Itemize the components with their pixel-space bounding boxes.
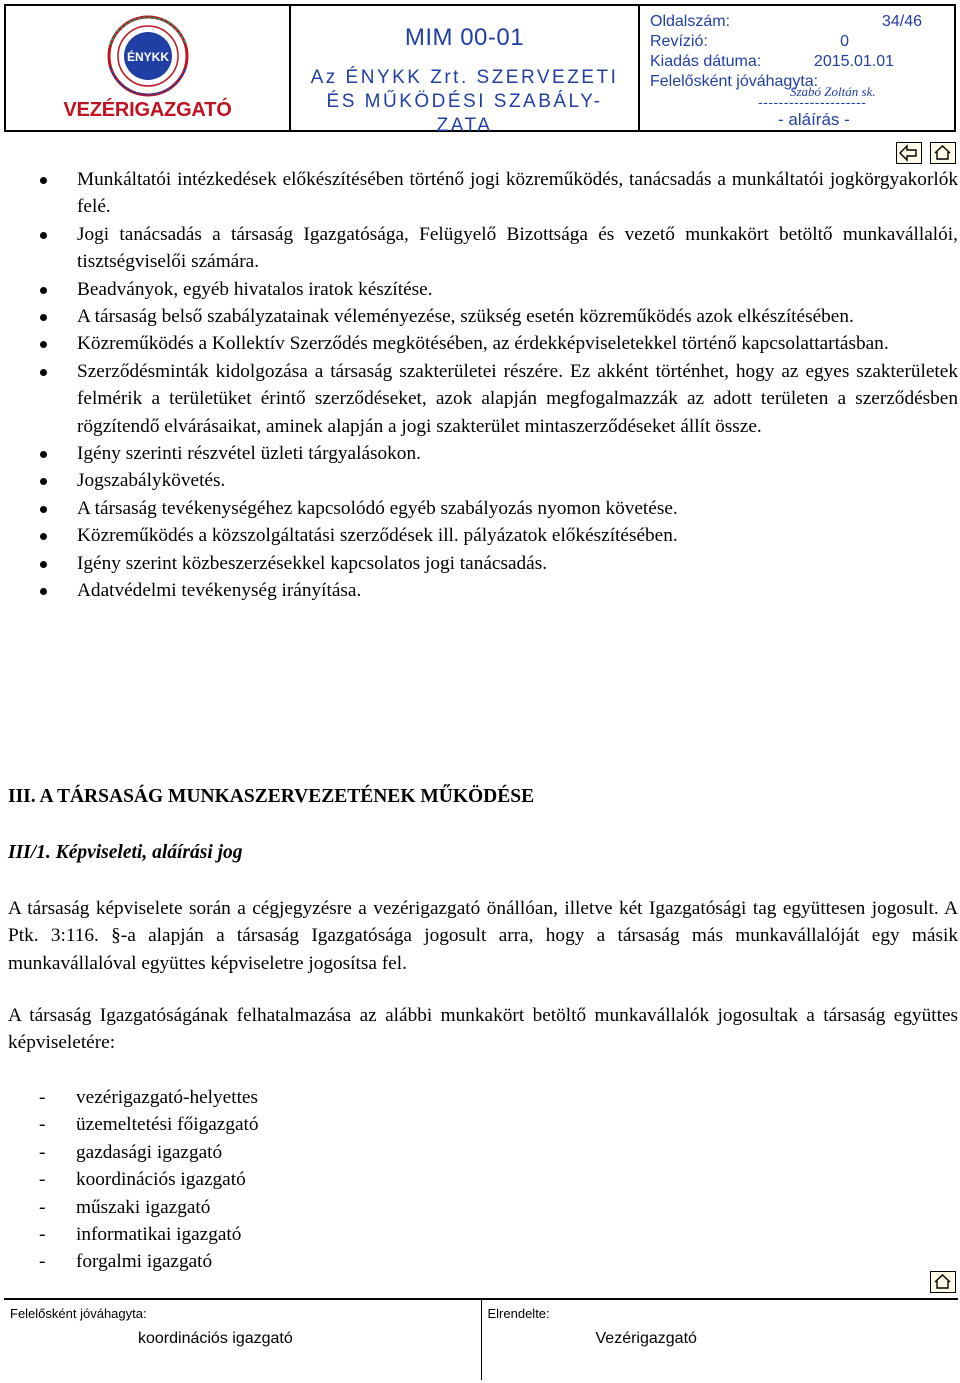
list-item: Igény szerinti részvétel üzleti tárgyalásokon. bbox=[8, 440, 958, 467]
footer-approved-value: koordinációs igazgató bbox=[138, 1330, 293, 1347]
revision-value: 0 bbox=[840, 33, 849, 50]
document-footer bbox=[4, 1298, 958, 1380]
list-item: Munkáltatói intézkedések előkészítésében történő jogi közreműködés, tanácsadás a munkáltatói jogkörgyakorlók felé. bbox=[8, 166, 958, 221]
document-title: Az ÉNYKK Zrt. SZERVEZETI ÉS MŰKÖDÉSI SZABÁLY-ZATA bbox=[310, 67, 619, 136]
authorization-paragraph: A társaság Igazgatóságának felhatalmazása az alábbi munkakört betöltő munkavállalók jogosultak a társaság együttes képviseletére: bbox=[8, 1005, 958, 1054]
footer-ordered-value: Vezérigazgató bbox=[595, 1330, 697, 1347]
footer-ordered-cell bbox=[481, 1300, 959, 1380]
approved-label: Felelősként jóváhagyta: bbox=[650, 73, 819, 90]
page-number-row bbox=[650, 12, 944, 32]
page-number-label: Oldalszám: bbox=[650, 13, 731, 30]
section-title: III. A TÁRSASÁG MUNKASZERVEZETÉNEK MŰKÖDÉSE bbox=[8, 786, 535, 807]
document-header bbox=[4, 4, 958, 136]
representation-paragraph: A társaság képviselete során a cégjegyzésre a vezérigazgató önállóan, illetve két Igazgatósági tag együttesen jogosult. A Ptk. 3:116. §-a alapján a társaság Igazgatósága jogosult arra, hogy a társaság más munkavállalóját egy másik munkavállalóval együttes képviseletre jogosítsa fel. bbox=[8, 898, 958, 974]
company-seal-icon bbox=[88, 15, 208, 97]
subsection-title: III/1. Képviseleti, aláírási jog bbox=[8, 842, 243, 863]
list-item: A társaság tevékenységéhez kapcsolódó egyéb szabályozás nyomon követése. bbox=[8, 495, 958, 522]
list-item: Adatvédelmi tevékenység irányítása. bbox=[8, 577, 958, 604]
list-item: A társaság belső szabályzatainak véleményezése, szükség esetén közreműködés azok elkészítésében. bbox=[8, 303, 958, 330]
list-item: - üzemeltetési főigazgató bbox=[8, 1111, 259, 1138]
footer-approved-label: Felelősként jóváhagyta: bbox=[10, 1306, 147, 1321]
list-item: Jogi tanácsadás a társaság Igazgatósága, Felügyelő Bizottsága és vezető munkakört betöltő munkavállalói, tisztségviselői számára. bbox=[8, 221, 958, 276]
svg-text:ÉNYKK: ÉNYKK bbox=[126, 49, 169, 64]
list-item: Igény szerint közbeszerzésekkel kapcsolatos jogi tanácsadás. bbox=[8, 550, 958, 577]
footer-approved-cell bbox=[4, 1300, 481, 1380]
revision-row bbox=[650, 32, 944, 52]
list-item: - informatikai igazgató bbox=[8, 1221, 259, 1248]
signature-name: Szabó Zoltán sk. bbox=[790, 84, 876, 99]
list-item: Jogszabálykövetés. bbox=[8, 467, 958, 494]
list-item: Közreműködés a közszolgáltatási szerződések ill. pályázatok előkészítésében. bbox=[8, 522, 958, 549]
issue-date-row bbox=[650, 52, 944, 72]
list-item: Beadványok, egyéb hivatalos iratok készítése. bbox=[8, 276, 958, 303]
signature-line: --------------------- bbox=[758, 94, 867, 110]
nav-top-icon[interactable] bbox=[930, 1271, 956, 1293]
signature-caption: - aláírás - bbox=[778, 110, 850, 129]
footer-ordered-label: Elrendelte: bbox=[487, 1306, 550, 1321]
issue-date-value: 2015.01.01 bbox=[813, 53, 894, 70]
list-item: - koordinációs igazgató bbox=[8, 1166, 259, 1193]
positions-list bbox=[8, 1084, 259, 1276]
title-box bbox=[289, 4, 640, 136]
logo-caption: VEZÉRIGAZGATÓ bbox=[63, 98, 232, 121]
page-number-value: 34/46 bbox=[881, 13, 922, 30]
metadata-box bbox=[638, 4, 956, 132]
list-item: Szerződésminták kidolgozása a társaság szakterületei részére. Ez akként történhet, hogy az egyes szakterületek felmérik a területüket érintő szerződéseket, azok alapján megfogalmazzák az adott területen a szerződésben rögzítendő elvárásaikat, aminek alapján a jogi szakterület mintaszerződéseket állít össze. bbox=[8, 358, 958, 440]
logo-box bbox=[4, 4, 291, 132]
issue-date-label: Kiadás dátuma: bbox=[650, 53, 762, 70]
revision-label: Revízió: bbox=[650, 33, 708, 50]
list-item: - gazdasági igazgató bbox=[8, 1139, 259, 1166]
list-item: - forgalmi igazgató bbox=[8, 1248, 259, 1275]
document-code: MIM 00-01 bbox=[404, 24, 525, 51]
nav-home-icon[interactable] bbox=[930, 142, 956, 164]
responsibilities-list bbox=[8, 166, 958, 605]
responsibilities-section bbox=[8, 166, 958, 605]
list-item: - vezérigazgató-helyettes bbox=[8, 1084, 259, 1111]
list-item: - műszaki igazgató bbox=[8, 1194, 259, 1221]
list-item: Közreműködés a Kollektív Szerződés megkötésében, az érdekképviseletekkel történő kapcsolattartásban. bbox=[8, 330, 958, 357]
nav-back-icon[interactable] bbox=[896, 142, 922, 164]
